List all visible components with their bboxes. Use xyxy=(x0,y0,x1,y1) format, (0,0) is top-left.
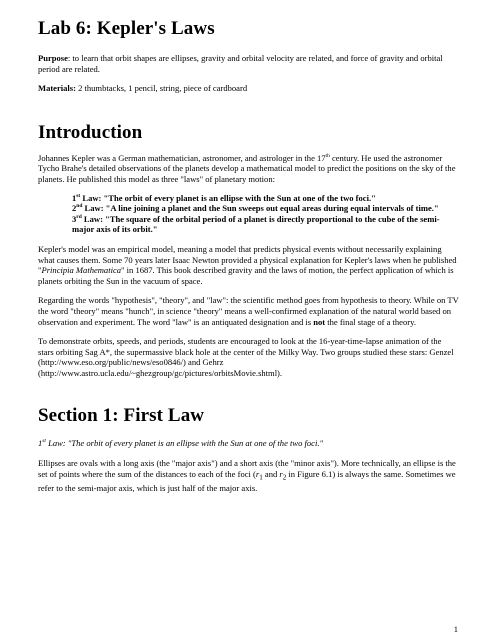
principia-title: Principia Mathematica xyxy=(41,265,122,276)
intro-text-a: Johannes Kepler was a German mathematician, astronomer, and astrologer in the 17 xyxy=(38,152,326,163)
orbits-animation-paragraph: To demonstrate orbits, speeds, and periods, students are encouraged to look at the 16-year-time-lapse animation of the stars orbiting Sag A*, the supermassive black hole at the center of the Milky Way. Two groups studied these stars: Genzel (http://www.eso.org/public/news/eso0846/) and Gehrz (http://www.astro.ucla.edu/~ghezgroup/gc/pictures/orbitsMovie.shtml). xyxy=(38,336,454,378)
materials-label: Materials: xyxy=(38,83,76,94)
ellipse-paragraph xyxy=(38,458,459,493)
law-ordinal: st xyxy=(42,438,46,445)
materials-paragraph xyxy=(38,83,459,94)
paragraph-text: Ellipses are ovals with a long axis (the "major axis") and a short axis (the "minor axis"). More technically, an ellipse is the set of points where the sum of the distances to each of the foci ( xyxy=(38,458,456,479)
first-law-statement xyxy=(38,438,459,449)
introduction-heading: Introduction xyxy=(38,121,143,143)
empirical-model-paragraph xyxy=(38,244,459,286)
law-ordinal: nd xyxy=(76,203,83,210)
paragraph-text: the final stage of a theory. xyxy=(325,316,416,327)
law-number: 3 xyxy=(72,213,77,224)
law-text: Law: "The orbit of every planet is an ellipse with the Sun at one of the two foci." xyxy=(80,192,376,203)
purpose-text: : to learn that orbit shapes are ellipses, gravity and orbital velocity are related, and force of gravity and orbital period are related. xyxy=(38,53,443,74)
law-item xyxy=(72,193,459,204)
emphasis-not: not xyxy=(313,316,326,327)
paragraph-text: in Figure 6.1) is always the same. Sometimes we refer to the semi-major axis, which is just half of the major axis. xyxy=(38,468,456,493)
materials-text: 2 thumbtacks, 1 pencil, string, piece of cardboard xyxy=(75,83,248,94)
page-title: Lab 6: Kepler's Laws xyxy=(38,18,215,39)
law-text: Law: "A line joining a planet and the Sun sweeps out equal areas during equal intervals of time." xyxy=(82,203,439,214)
intro-paragraph xyxy=(38,153,459,185)
intro-text-b: century. He used the astronomer Tycho Brahe's detailed observations of the planets develop a mathematical model to predict the positions on the sky of the planets. He published this model as three "laws" of planetary motion: xyxy=(38,152,456,184)
law-number: 2 xyxy=(72,203,77,214)
r2-subscript: 2 xyxy=(282,473,287,482)
law-number: 1 xyxy=(72,192,77,203)
law-text: Law: "The square of the orbital period of a planet is directly proportional to the cube of the semi-major axis of its orbit." xyxy=(72,213,440,235)
law-number: 1 xyxy=(38,438,43,449)
law-text: Law: "The orbit of every planet is an ellipse with the Sun at one of the two foci." xyxy=(45,438,324,449)
intro-superscript: th xyxy=(325,152,330,159)
section-1-heading: Section 1: First Law xyxy=(38,405,205,427)
hypothesis-theory-law-paragraph xyxy=(38,295,459,327)
purpose-label: Purpose xyxy=(38,53,68,63)
law-ordinal: rd xyxy=(76,213,82,220)
law-item xyxy=(72,214,459,235)
r2-variable: r xyxy=(279,468,283,479)
law-ordinal: st xyxy=(76,192,81,199)
r1-subscript: 1 xyxy=(259,473,263,482)
paragraph-text: " in 1687. This book described gravity and the laws of motion, the perfect application of which is planets orbiting the Sun in the vacuum of space. xyxy=(38,265,454,286)
law-item xyxy=(72,203,459,214)
purpose-paragraph xyxy=(38,53,459,74)
kepler-laws-list xyxy=(72,193,459,235)
paragraph-text: and xyxy=(262,468,280,479)
paragraph-text: Regarding the words "hypothesis", "theory", and "law": the scientific method goes from hypothesis to theory. While on TV the word "theory" means "hunch", in science "theory" means a well-confirmed explanation of the natural world based on observation and experiment. The word "law" is an antiquated designation and is xyxy=(38,295,459,327)
page-number: 1 xyxy=(453,624,458,634)
paragraph-text: Kepler's model was an empirical model, meaning a model that predicts physical events without necessarily explaining what causes them. Some 70 years later Isaac Newton provided a physical explanation for Kepler's laws when he published " xyxy=(38,243,457,276)
r1-variable: r xyxy=(255,468,260,479)
